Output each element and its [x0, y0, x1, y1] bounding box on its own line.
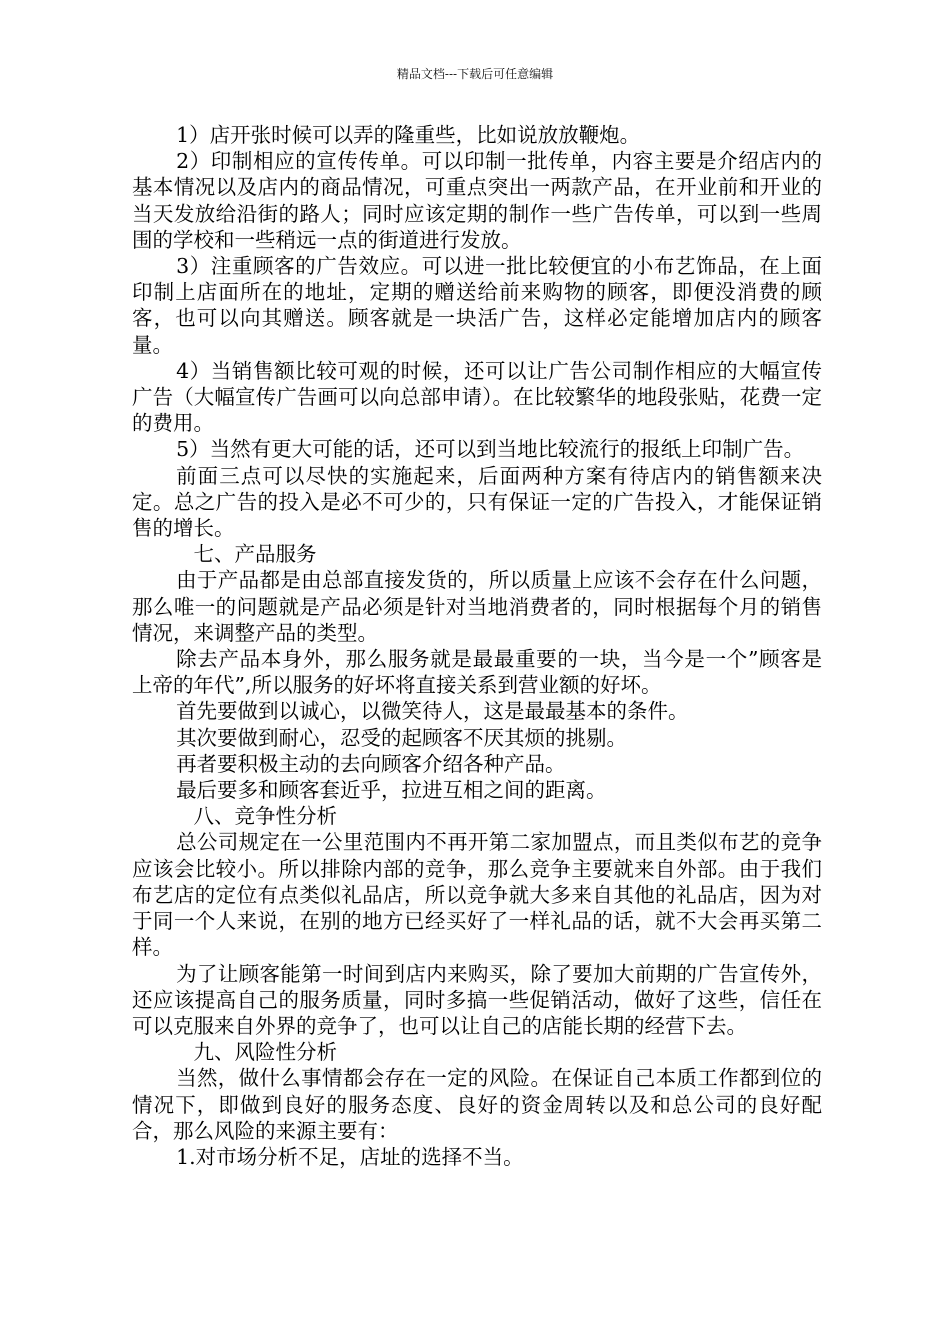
- paragraph-ad-newspaper: 5）当然有更大可能的话，还可以到当地比较流行的报纸上印制广告。: [176, 437, 805, 462]
- paragraph-service-proactive: 再者要积极主动的去向顾客介绍各种产品。: [176, 751, 566, 776]
- paragraph-competition-strategy: 为了让顾客能第一时间到店内来购买，除了要加大前期的广告宣传外，还应该提高自己的服务质量，同时多搞一些促销活动，做好了这些，信任在可以克服来自外界的竞争了，也可以让自己的店能长期的经营下去。: [132, 961, 822, 1038]
- section-heading-competition: 八、竞争性分析: [193, 804, 337, 829]
- paragraph-competition-source: 总公司规定在一公里范围内不再开第二家加盟点，而且类似布艺的竞争应该会比较小。所以排除内部的竞争，那么竞争主要就来自外部。由于我们布艺店的定位有点类似礼品店，所以竞争就大多来自其他的礼品店，因为对于同一个人来说，在别的地方已经买好了一样礼品的话，就不大会再买第二样。: [132, 830, 822, 960]
- paragraph-service-sincerity: 首先要做到以诚心，以微笑待人，这是最最基本的条件。: [176, 699, 689, 724]
- paragraph-service-importance: 除去产品本身外，那么服务就是最最重要的一块，当今是一个”顾客是上帝的年代”,所以服务的好坏将直接关系到营业额的好坏。: [132, 647, 822, 698]
- section-heading-product-service: 七、产品服务: [193, 542, 317, 567]
- paragraph-ad-large-poster: 4）当销售额比较可观的时候，还可以让广告公司制作相应的大幅宣传广告（大幅宣传广告画可以向总部申请）。在比较繁华的地段张贴，花费一定的费用。: [132, 358, 822, 436]
- document-body: [132, 122, 822, 1170]
- paragraph-ad-summary: 前面三点可以尽快的实施起来，后面两种方案有待店内的销售额来决定。总之广告的投入是必不可少的，只有保证一定的广告投入，才能保证销售的增长。: [132, 463, 822, 541]
- paragraph-service-patience: 其次要做到耐心，忍受的起顾客不厌其烦的挑剔。: [176, 725, 628, 750]
- page-header: 精品文档---下载后可任意编辑: [396, 67, 554, 81]
- paragraph-ad-customer-effect: 3）注重顾客的广告效应。可以进一批比较便宜的小布艺饰品，在上面印制上店面所在的地址，定期的赠送给前来购物的顾客，即便没消费的顾客，也可以向其赠送。顾客就是一块活广告，这样必定能增加店内的顾客量。: [132, 254, 822, 357]
- paragraph-risk-item-1: 1.对市场分析不足，店址的选择不当。: [176, 1144, 524, 1169]
- paragraph-risk-intro: 当然，做什么事情都会存在一定的风险。在保证自己本质工作都到位的情况下，即做到良好的服务态度、良好的资金周转以及和总公司的良好配合，那么风险的来源主要有：: [132, 1066, 822, 1143]
- paragraph-ad-flyers: 2）印制相应的宣传传单。可以印制一批传单，内容主要是介绍店内的基本情况以及店内的商品情况，可重点突出一两款产品，在开业前和开业的当天发放给沿街的路人；同时应该定期的制作一些广告传单，可以到一些周围的学校和一些稍远一点的街道进行发放。: [132, 149, 822, 252]
- paragraph-ad-opening: 1）店开张时候可以弄的隆重些，比如说放放鞭炮。: [176, 123, 641, 147]
- section-heading-risk: 九、风险性分析: [193, 1040, 337, 1065]
- paragraph-service-rapport: 最后要多和顾客套近乎，拉进互相之间的距离。: [176, 778, 607, 803]
- paragraph-product-quality: 由于产品都是由总部直接发货的，所以质量上应该不会存在什么问题，那么唯一的问题就是产品必须是针对当地消费者的，同时根据每个月的销售情况，来调整产品的类型。: [132, 568, 822, 645]
